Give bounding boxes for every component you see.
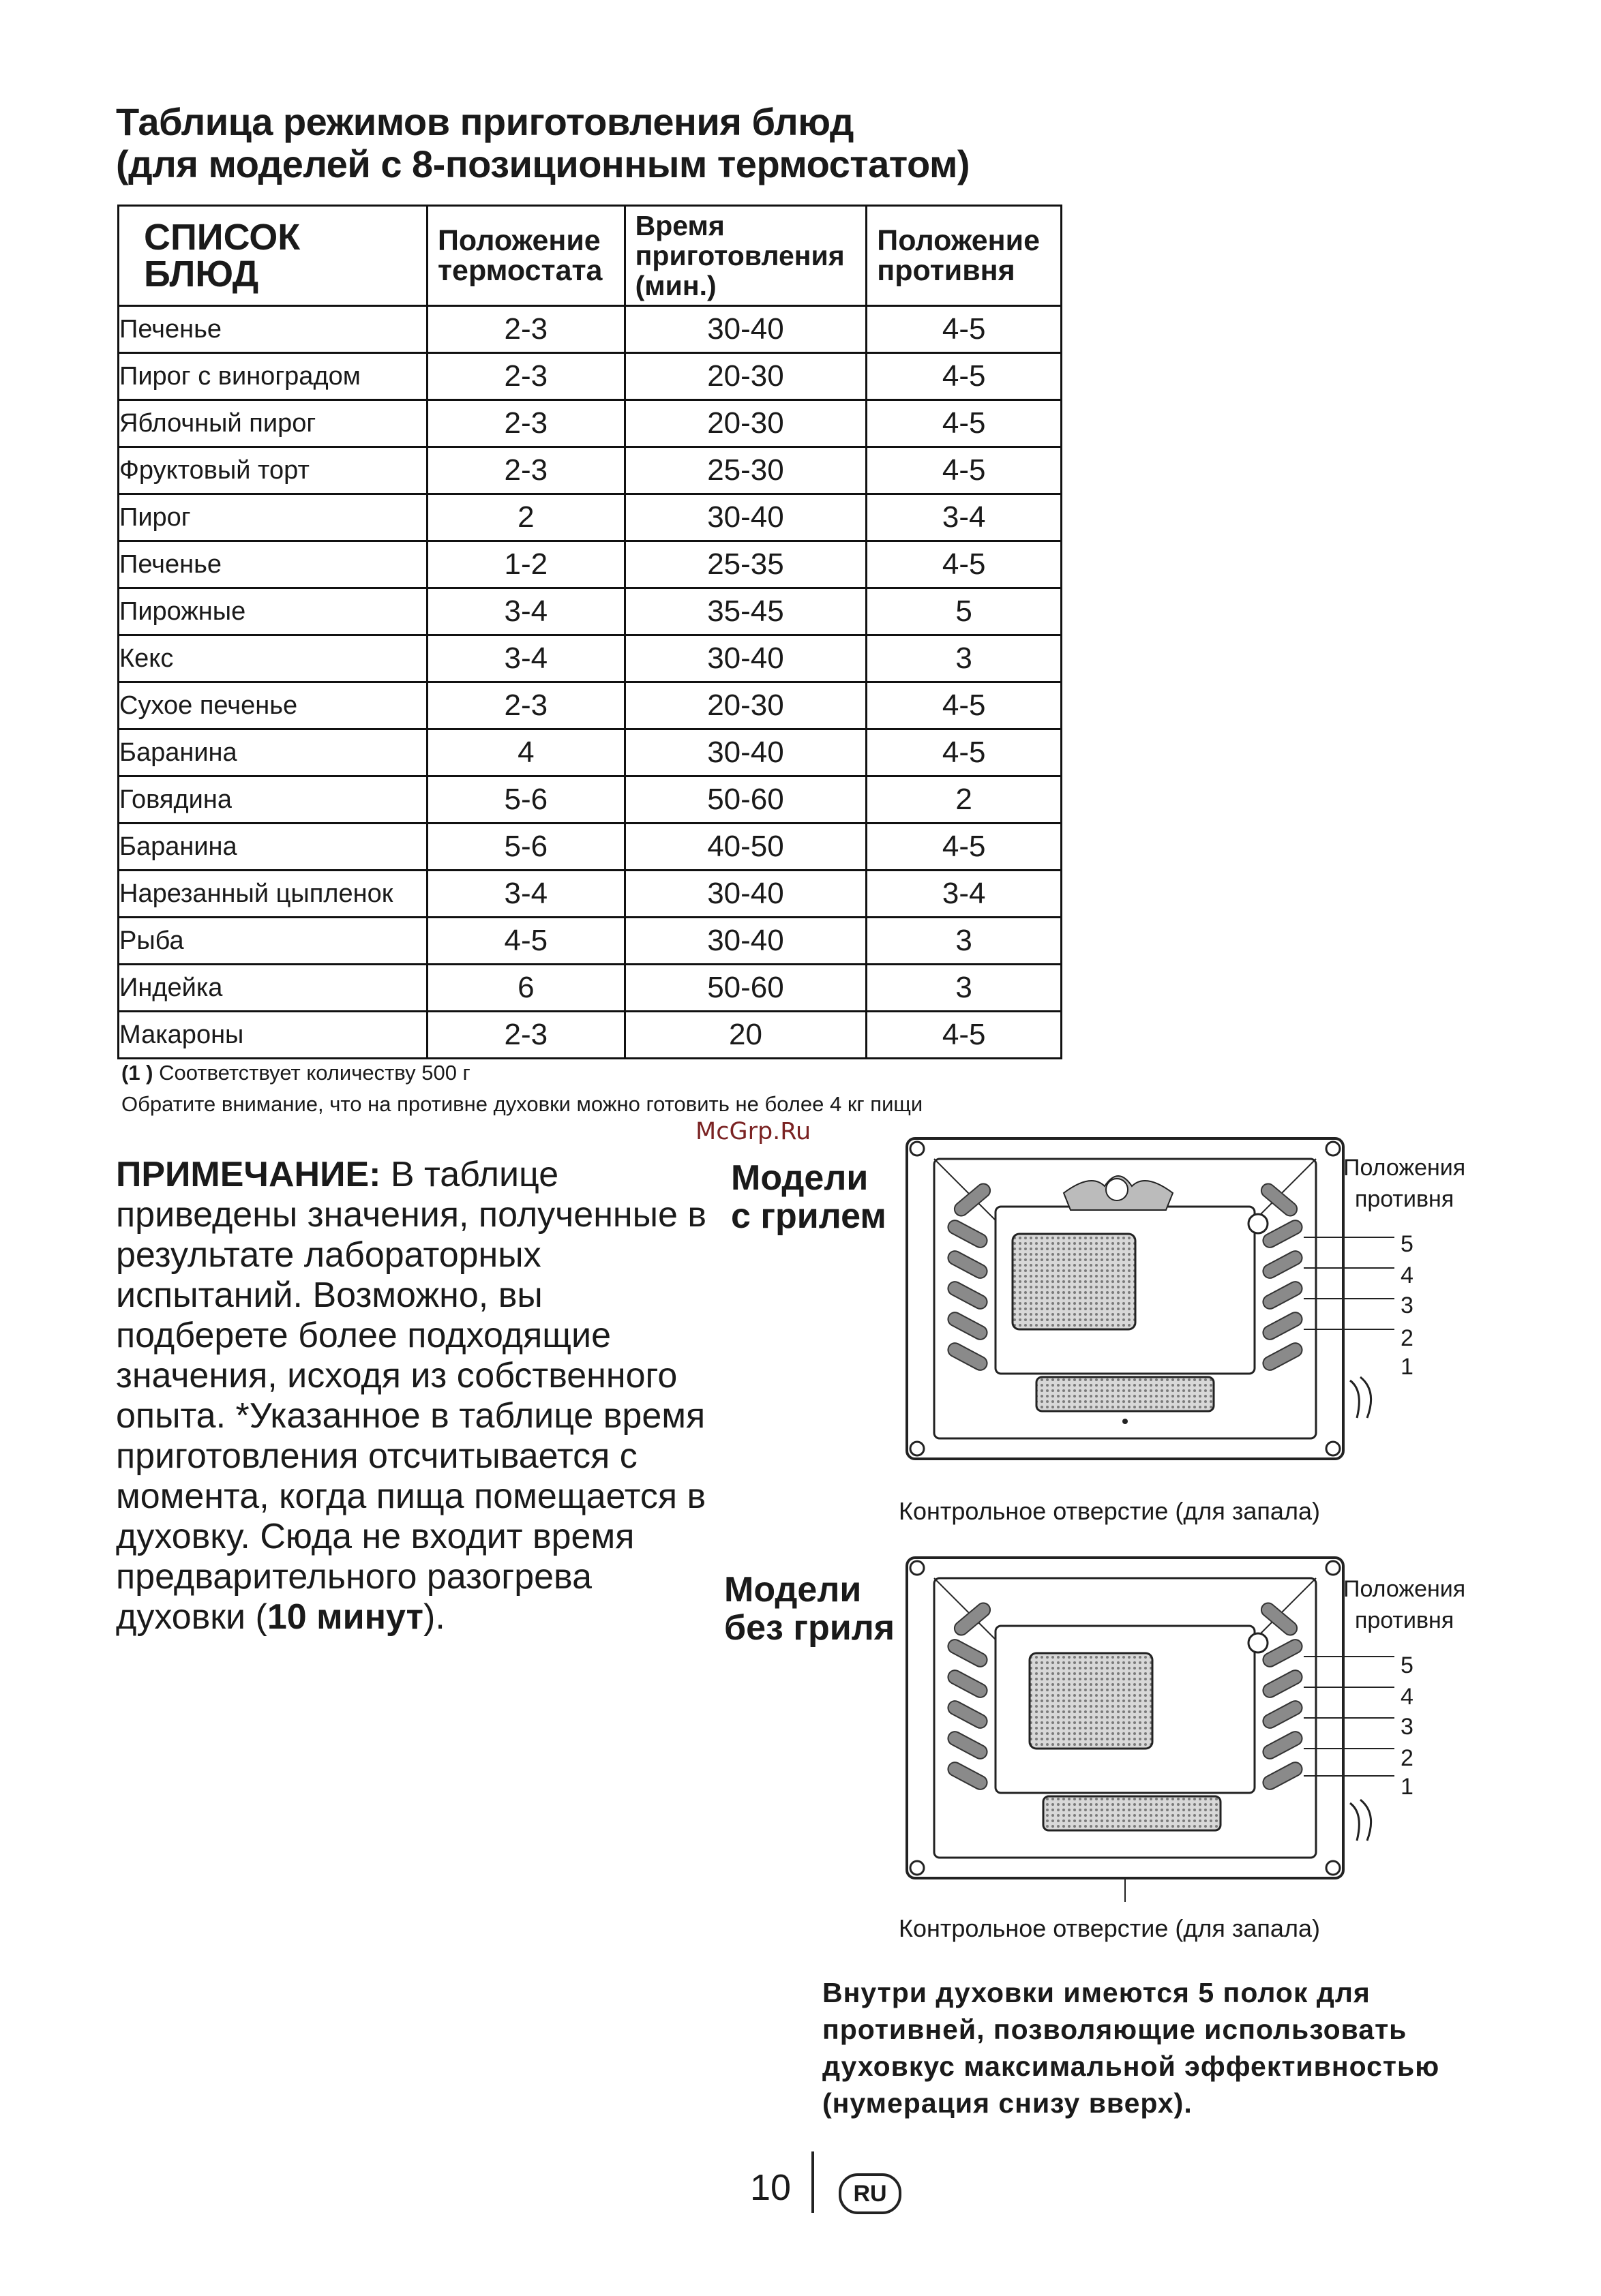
- header-thermostat: Положение термостата: [427, 206, 625, 306]
- time-cell: 50-60: [625, 776, 867, 824]
- dish-cell: Фруктовый торт: [119, 447, 428, 494]
- grill-shelf-5: 5: [1401, 1231, 1413, 1257]
- table-row: [119, 1012, 1062, 1059]
- thermostat-cell: 5-6: [427, 824, 625, 871]
- grill-shelf-header: Положения противня: [1343, 1155, 1466, 1212]
- nogrill-shelf-1: 1: [1401, 1774, 1413, 1800]
- nogrill-shelf-2: 2: [1401, 1745, 1413, 1771]
- grill-models-label: Модели с грилем: [731, 1158, 886, 1236]
- page-number: 10: [750, 2167, 792, 2208]
- thermostat-cell: 3-4: [427, 588, 625, 635]
- note-text-2: ).: [423, 1597, 445, 1637]
- title-line-2: (для моделей с 8-позиционным термостатом): [116, 142, 970, 185]
- thermostat-cell: 3-4: [427, 871, 625, 918]
- table-row: [119, 965, 1062, 1012]
- table-row: [119, 306, 1062, 353]
- dish-cell: Баранина: [119, 824, 428, 871]
- note-text-1: В таблице приведены значения, полученные в результате лабораторных испытаний. Возможно, вы подберете более подходящие значения, исходя из собственного опыта. *Указанное в таблице время приготовления отсчитывается с момента, когда пища помещается в духовку. Сюда не входит время предварительного разогрева духовки (: [116, 1155, 706, 1637]
- grill-caption: Контрольное отверстие (для запала): [899, 1497, 1320, 1525]
- time-cell: 30-40: [625, 729, 867, 776]
- tray-cell: 3-4: [867, 494, 1062, 541]
- header-tray: Положение противня: [867, 206, 1062, 306]
- time-cell: 20-30: [625, 353, 867, 400]
- dish-cell: Печенье: [119, 306, 428, 353]
- nogrill-caption: Контрольное отверстие (для запала): [899, 1914, 1320, 1942]
- tray-cell: 4-5: [867, 447, 1062, 494]
- dish-cell: Пирожные: [119, 588, 428, 635]
- header-time: Время приготовления (мин.): [625, 206, 867, 306]
- thermostat-cell: 2-3: [427, 353, 625, 400]
- page-title: [116, 101, 970, 185]
- note-paragraph: [116, 1155, 709, 1637]
- tray-cell: 2: [867, 776, 1062, 824]
- thermostat-cell: 2-3: [427, 400, 625, 447]
- note-bold: 10 минут: [267, 1597, 424, 1637]
- tray-cell: 3: [867, 965, 1062, 1012]
- tray-cell: 3: [867, 918, 1062, 965]
- nogrill-shelf-5: 5: [1401, 1652, 1413, 1678]
- time-cell: 40-50: [625, 824, 867, 871]
- dish-cell: Кекс: [119, 635, 428, 682]
- time-cell: 30-40: [625, 494, 867, 541]
- table-row: [119, 447, 1062, 494]
- shelves-note: Внутри духовки имеются 5 полок для противней, позволяющие использовать духовкус максимальной эффективностью (нумерация снизу вверх).: [822, 1977, 1440, 2119]
- table-row: [119, 541, 1062, 588]
- tray-cell: 4-5: [867, 541, 1062, 588]
- dish-cell: Говядина: [119, 776, 428, 824]
- time-cell: 20-30: [625, 400, 867, 447]
- title-line-1: Таблица режимов приготовления блюд: [116, 100, 854, 143]
- tray-cell: 4-5: [867, 400, 1062, 447]
- dish-cell: Яблочный пирог: [119, 400, 428, 447]
- thermostat-cell: 3-4: [427, 635, 625, 682]
- time-cell: 20: [625, 1012, 867, 1059]
- grill-shelf-1: 1: [1401, 1354, 1413, 1380]
- thermostat-cell: 2: [427, 494, 625, 541]
- time-cell: 20-30: [625, 682, 867, 729]
- time-cell: 50-60: [625, 965, 867, 1012]
- header-dish-list: СПИСОК БЛЮД: [119, 206, 428, 306]
- dish-cell: Пирог: [119, 494, 428, 541]
- dish-cell: Баранина: [119, 729, 428, 776]
- time-cell: 25-30: [625, 447, 867, 494]
- thermostat-cell: 2-3: [427, 682, 625, 729]
- table-row: [119, 871, 1062, 918]
- tray-cell: 4-5: [867, 682, 1062, 729]
- table-row: [119, 682, 1062, 729]
- thermostat-cell: 2-3: [427, 447, 625, 494]
- table-header-row: [119, 206, 1062, 306]
- thermostat-cell: 2-3: [427, 306, 625, 353]
- time-cell: 35-45: [625, 588, 867, 635]
- dish-cell: Индейка: [119, 965, 428, 1012]
- note-label: ПРИМЕЧАНИЕ:: [116, 1155, 381, 1194]
- cooking-table: [117, 205, 1062, 1059]
- thermostat-cell: 6: [427, 965, 625, 1012]
- dish-cell: Рыба: [119, 918, 428, 965]
- time-cell: 25-35: [625, 541, 867, 588]
- tray-cell: 4-5: [867, 729, 1062, 776]
- oven-grill-diagram: [886, 1132, 1405, 1486]
- nogrill-shelf-header: Положения противня: [1343, 1576, 1466, 1633]
- tray-cell: 3: [867, 635, 1062, 682]
- table-row: [119, 400, 1062, 447]
- table-row: [119, 729, 1062, 776]
- time-cell: 30-40: [625, 306, 867, 353]
- table-row: [119, 635, 1062, 682]
- watermark: McGrp.Ru: [695, 1118, 811, 1145]
- table-row: [119, 494, 1062, 541]
- footer-divider: [811, 2151, 814, 2213]
- table-row: [119, 353, 1062, 400]
- table-row: [119, 588, 1062, 635]
- grill-shelf-3: 3: [1401, 1293, 1413, 1318]
- table-row: [119, 824, 1062, 871]
- time-cell: 30-40: [625, 635, 867, 682]
- dish-cell: Пирог с виноградом: [119, 353, 428, 400]
- footnote-1: (1 ) Соответствует количеству 500 г: [121, 1061, 470, 1085]
- dish-cell: Макароны: [119, 1012, 428, 1059]
- table-row: [119, 918, 1062, 965]
- thermostat-cell: 4-5: [427, 918, 625, 965]
- thermostat-cell: 2-3: [427, 1012, 625, 1059]
- tray-cell: 4-5: [867, 1012, 1062, 1059]
- nogrill-shelf-3: 3: [1401, 1714, 1413, 1740]
- nogrill-models-label: Модели без гриля: [724, 1570, 895, 1648]
- thermostat-cell: 4: [427, 729, 625, 776]
- table-row: [119, 776, 1062, 824]
- dish-cell: Нарезанный цыпленок: [119, 871, 428, 918]
- tray-cell: 4-5: [867, 353, 1062, 400]
- language-badge: RU: [839, 2173, 901, 2214]
- dish-cell: Печенье: [119, 541, 428, 588]
- tray-cell: 4-5: [867, 824, 1062, 871]
- nogrill-shelf-4: 4: [1401, 1684, 1413, 1710]
- footnote-2: Обратите внимание, что на противне духовки можно готовить не более 4 кг пищи: [121, 1092, 923, 1116]
- time-cell: 30-40: [625, 871, 867, 918]
- tray-cell: 3-4: [867, 871, 1062, 918]
- grill-shelf-4: 4: [1401, 1263, 1413, 1288]
- time-cell: 30-40: [625, 918, 867, 965]
- dish-cell: Сухое печенье: [119, 682, 428, 729]
- tray-cell: 4-5: [867, 306, 1062, 353]
- grill-shelf-2: 2: [1401, 1325, 1413, 1351]
- oven-nogrill-diagram: [886, 1551, 1405, 1905]
- tray-cell: 5: [867, 588, 1062, 635]
- thermostat-cell: 1-2: [427, 541, 625, 588]
- thermostat-cell: 5-6: [427, 776, 625, 824]
